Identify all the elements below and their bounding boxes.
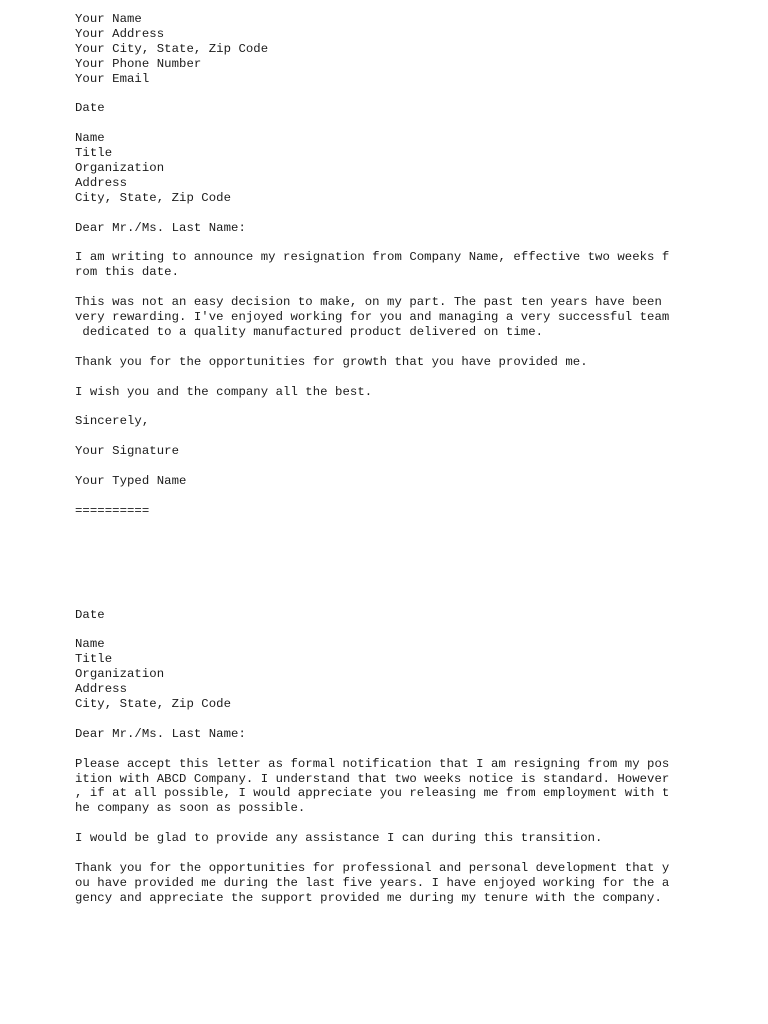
sender-email: Your Email xyxy=(75,71,150,86)
letter1-paragraph: I am writing to announce my resignation from Company Name, effective two weeks f rom this date. xyxy=(75,250,670,280)
letter2-paragraph: Thank you for the opportunities for professional and personal development that y ou have provided me during the last five years. I have enjoyed working for the a gency and appreciate the support provided me during my tenure with the company. xyxy=(75,860,670,905)
letter1-paragraph: Thank you for the opportunities for growth that you have provided me. xyxy=(75,354,588,369)
letter2-paragraph: I would be glad to provide any assistance I can during this transition. xyxy=(75,831,603,846)
letter1-salutation: Dear Mr./Ms. Last Name: xyxy=(75,220,246,235)
sender-address: Your Address xyxy=(75,26,165,41)
letter1-recipient-block xyxy=(75,131,715,206)
letter1-typed-name: Your Typed Name xyxy=(75,473,187,488)
recipient-city-state-zip: City, State, Zip Code xyxy=(75,697,232,712)
recipient-address: Address xyxy=(75,175,128,190)
letter1-closing: Sincerely, xyxy=(75,414,150,429)
letter2-paragraph: Please accept this letter as formal notification that I am resigning from my pos ition with ABCD Company. I understand that two weeks notice is standard. However , if at all possible, I would appreciate you releasing me from employment with t he company as soon as possible. xyxy=(75,756,670,816)
recipient-title: Title xyxy=(75,652,113,667)
sender-phone: Your Phone Number xyxy=(75,56,202,71)
letter1-date: Date xyxy=(75,101,105,116)
recipient-organization: Organization xyxy=(75,667,165,682)
recipient-title: Title xyxy=(75,146,113,161)
recipient-name: Name xyxy=(75,637,105,652)
document-page xyxy=(75,12,715,921)
letter2-salutation: Dear Mr./Ms. Last Name: xyxy=(75,726,246,741)
letter2-date: Date xyxy=(75,607,105,622)
sender-name: Your Name xyxy=(75,12,142,26)
separator: ========== xyxy=(75,503,150,518)
sender-city-state-zip: Your City, State, Zip Code xyxy=(75,41,269,56)
blank-space xyxy=(75,519,715,608)
letter2-recipient-block xyxy=(75,637,715,712)
letter1-signature: Your Signature xyxy=(75,444,180,459)
letter1-paragraph: This was not an easy decision to make, on my part. The past ten years have been very rewarding. I've enjoyed working for you and managing a very successful team dedicated to a quality manufactured product delivered on time. xyxy=(75,295,670,339)
recipient-organization: Organization xyxy=(75,161,165,176)
recipient-address: Address xyxy=(75,682,128,697)
recipient-name: Name xyxy=(75,131,105,146)
sender-block xyxy=(75,12,715,87)
recipient-city-state-zip: City, State, Zip Code xyxy=(75,190,232,205)
letter1-paragraph: I wish you and the company all the best. xyxy=(75,384,373,399)
